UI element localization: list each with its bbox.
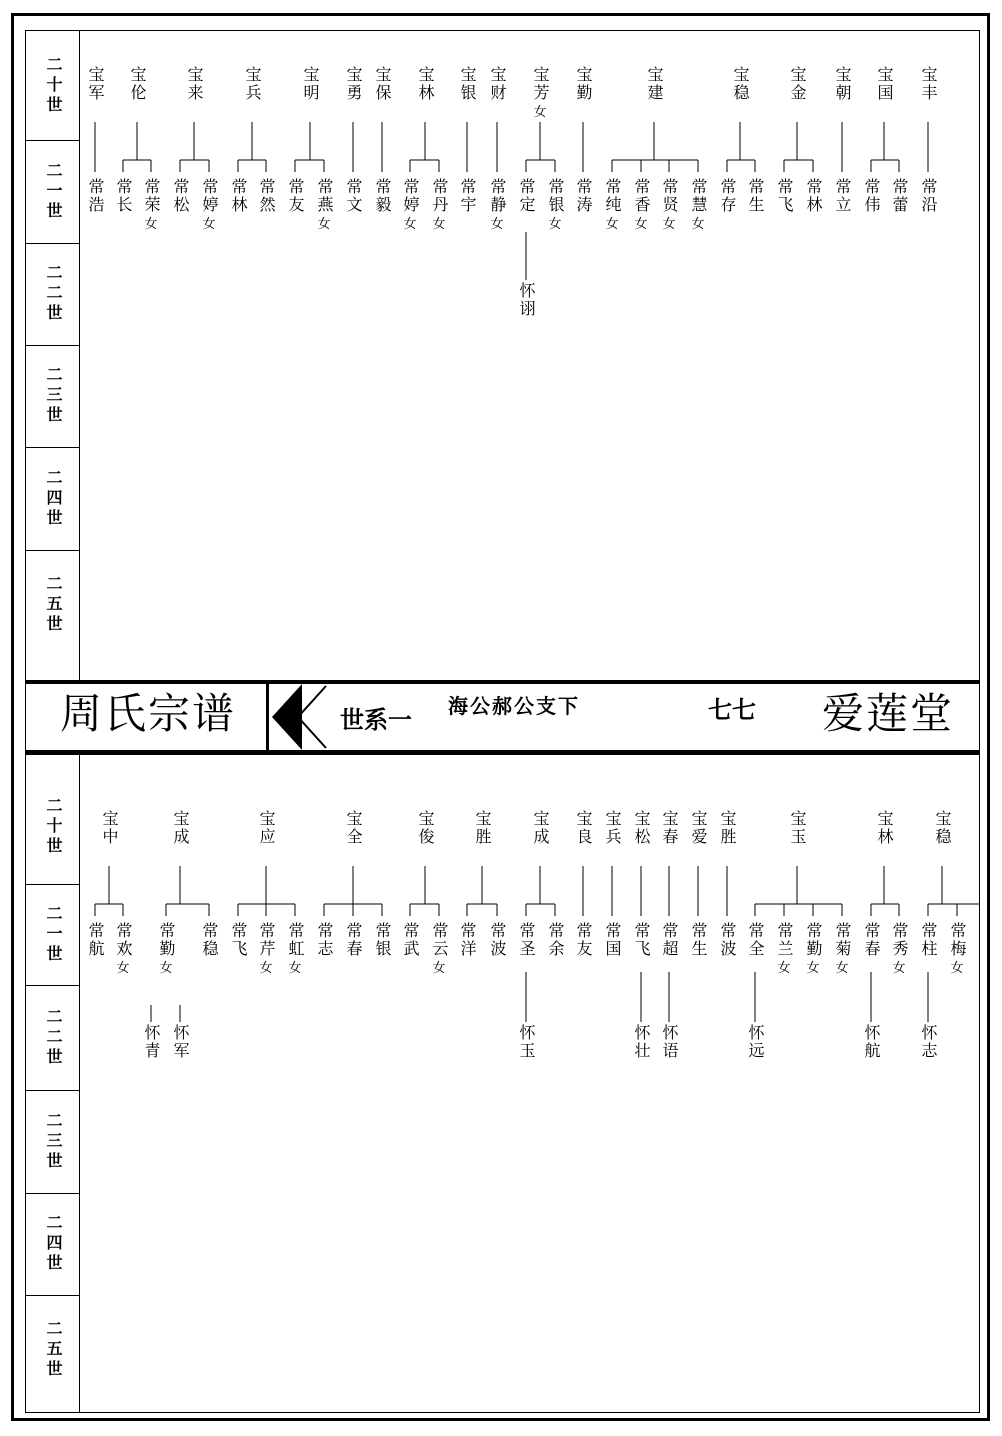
gen21-name: 常勤 女 [155, 922, 177, 980]
gen20-name: 宝稳 [933, 810, 952, 846]
generation-label: 二五世 [44, 575, 63, 635]
gen21-name: 常全 [746, 922, 765, 958]
gen20-name: 宝国 [875, 66, 894, 102]
gen21-name: 常荣 女 [140, 178, 162, 236]
gen21-name: 常香 女 [630, 178, 652, 236]
gen20-name: 宝金 [788, 66, 807, 102]
gen20-name: 宝来 [185, 66, 204, 102]
gen20-name: 宝玉 [788, 810, 807, 846]
generation-label: 二四世 [44, 468, 63, 529]
female-tag: 女 [892, 961, 906, 976]
female-tag: 女 [317, 217, 331, 232]
gen21-name: 常兰 女 [773, 922, 795, 980]
gen22-name: 怀青 [142, 1024, 161, 1060]
gen21-name: 常然 [257, 178, 276, 214]
gen20-name: 宝中 [100, 810, 119, 846]
gen21-name: 常志 [315, 922, 334, 958]
gen20-name: 宝稳 [731, 66, 750, 102]
gen21-name: 常涛 [574, 178, 593, 214]
gen20-name: 宝春 [660, 810, 679, 846]
gen20-name: 宝财 [488, 66, 507, 102]
gen21-name: 常超 [660, 922, 679, 958]
female-tag: 女 [691, 217, 705, 232]
gen21-name: 常芹 女 [255, 922, 277, 980]
gen20-name: 宝全 [344, 810, 363, 846]
female-tag: 女 [288, 961, 302, 976]
female-tag: 女 [533, 105, 547, 120]
gen21-name: 常毅 [373, 178, 392, 214]
gen21-name: 常婷 女 [198, 178, 220, 236]
gen21-name: 常银 [373, 922, 392, 958]
female-tag: 女 [403, 217, 417, 232]
female-tag: 女 [806, 961, 820, 976]
gen21-name: 常静 女 [486, 178, 508, 236]
gen20-name: 宝胜 [473, 810, 492, 846]
gen21-name: 常勤 女 [802, 922, 824, 980]
gen21-name: 常婷 女 [399, 178, 421, 236]
gen20-name: 宝银 [458, 66, 477, 102]
gen20-name: 宝爱 [689, 810, 708, 846]
female-tag: 女 [835, 961, 849, 976]
gen21-name: 常柱 [919, 922, 938, 958]
gen21-name: 常欢 女 [112, 922, 134, 980]
gen21-name: 常贤 女 [658, 178, 680, 236]
generation-label: 二二世 [44, 264, 63, 324]
gen20-name: 宝军 [86, 66, 105, 102]
gen20-name: 宝良 [574, 810, 593, 846]
gen22-name: 怀远 [746, 1024, 765, 1060]
gen22-name: 怀壮 [632, 1024, 651, 1060]
generation-label: 二五世 [44, 1320, 63, 1380]
gen21-name: 常余 [546, 922, 565, 958]
gen21-name: 常飞 [632, 922, 651, 958]
female-tag: 女 [159, 961, 173, 976]
gen20-name: 宝保 [373, 66, 392, 102]
gen21-name: 常宇 [458, 178, 477, 214]
gen21-name: 常慧 女 [687, 178, 709, 236]
gen21-name: 常长 [114, 178, 133, 214]
generation-label: 二二世 [44, 1007, 63, 1068]
female-tag: 女 [432, 217, 446, 232]
gen20-name: 宝林 [875, 810, 894, 846]
female-tag: 女 [950, 961, 964, 976]
gen22-name: 怀志 [919, 1024, 938, 1060]
female-tag: 女 [116, 961, 130, 976]
gen20-name: 宝松 [632, 810, 651, 846]
gen20-name: 宝伦 [128, 66, 147, 102]
gen21-name: 常生 [689, 922, 708, 958]
gen21-name: 常蕾 [890, 178, 909, 214]
gen21-name: 常林 [804, 178, 823, 214]
female-tag: 女 [548, 217, 562, 232]
gen20-name: 宝勇 [344, 66, 363, 102]
gen21-name: 常虹 女 [284, 922, 306, 980]
generation-label: 二四世 [44, 1214, 63, 1274]
gen21-name: 常生 [746, 178, 765, 214]
generation-label: 二一世 [44, 904, 63, 965]
gen21-name: 常伟 [862, 178, 881, 214]
generation-label: 二十世 [44, 56, 63, 116]
gen21-name: 常友 [286, 178, 305, 214]
female-tag: 女 [144, 217, 158, 232]
gen20-name: 宝建 [645, 66, 664, 102]
book-title: 周氏宗谱 [60, 689, 237, 738]
gen21-name: 常圣 [517, 922, 536, 958]
gen22-name: 怀玉 [517, 1024, 536, 1060]
gen21-name: 常梅 女 [946, 922, 968, 980]
section-title: 世系一 [340, 705, 412, 734]
female-tag: 女 [259, 961, 273, 976]
gen21-name: 常丹 女 [428, 178, 450, 236]
page-number: 七七 [708, 695, 756, 724]
gen20-name: 宝林 [416, 66, 435, 102]
gen22-name: 怀军 [171, 1024, 190, 1060]
gen21-name: 常春 [344, 922, 363, 958]
gen21-name: 常飞 [775, 178, 794, 214]
gen21-name: 常银 女 [544, 178, 566, 236]
gen21-name: 常立 [833, 178, 852, 214]
gen21-name: 常沿 [919, 178, 938, 214]
gen22-name: 怀诩 [517, 282, 536, 318]
gen20-name: 宝明 [301, 66, 320, 102]
female-tag: 女 [490, 217, 504, 232]
female-tag: 女 [605, 217, 619, 232]
gen21-name: 常春 [862, 922, 881, 958]
gen21-name: 常松 [171, 178, 190, 214]
gen20-name: 宝丰 [919, 66, 938, 102]
gen20-name: 宝应 [257, 810, 276, 846]
generation-label: 二十世 [44, 797, 63, 857]
gen20-name: 宝朝 [833, 66, 852, 102]
gen20-name: 宝兵 [243, 66, 262, 102]
gen21-name: 常友 [574, 922, 593, 958]
gen21-name: 常林 [229, 178, 248, 214]
gen21-name: 常波 [488, 922, 507, 958]
gen21-name: 常航 [86, 922, 105, 958]
gen20-name: 宝俊 [416, 810, 435, 846]
female-tag: 女 [662, 217, 676, 232]
gen21-name: 常燕 女 [313, 178, 335, 236]
generation-label: 二三世 [44, 1111, 63, 1172]
gen20-name: 宝芳 女 [529, 66, 551, 124]
gen21-name: 常国 [603, 922, 622, 958]
gen21-name: 常浩 [86, 178, 105, 214]
generation-label: 二三世 [44, 366, 63, 426]
gen20-name: 宝成 [171, 810, 190, 846]
gen21-name: 常定 [517, 178, 536, 214]
female-tag: 女 [202, 217, 216, 232]
gen21-name: 常云 女 [428, 922, 450, 980]
hall-name: 爱莲堂 [822, 689, 955, 738]
gen20-name: 宝兵 [603, 810, 622, 846]
branch-title: 海公郝公支下 [448, 694, 580, 718]
gen21-name: 常存 [718, 178, 737, 214]
gen20-name: 宝胜 [718, 810, 737, 846]
gen21-name: 常菊 女 [831, 922, 853, 980]
gen22-name: 怀航 [862, 1024, 881, 1060]
generation-label: 二一世 [44, 161, 63, 222]
female-tag: 女 [634, 217, 648, 232]
gen22-name: 怀语 [660, 1024, 679, 1060]
gen21-name: 常武 [401, 922, 420, 958]
female-tag: 女 [777, 961, 791, 976]
gen21-name: 常飞 [229, 922, 248, 958]
gen20-name: 宝勤 [574, 66, 593, 102]
female-tag: 女 [432, 961, 446, 976]
gen21-name: 常洋 [458, 922, 477, 958]
gen21-name: 常纯 女 [601, 178, 623, 236]
gen21-name: 常波 [718, 922, 737, 958]
gen21-name: 常稳 [200, 922, 219, 958]
gen20-name: 宝成 [531, 810, 550, 846]
gen21-name: 常秀 女 [888, 922, 910, 980]
gen21-name: 常文 [344, 178, 363, 214]
